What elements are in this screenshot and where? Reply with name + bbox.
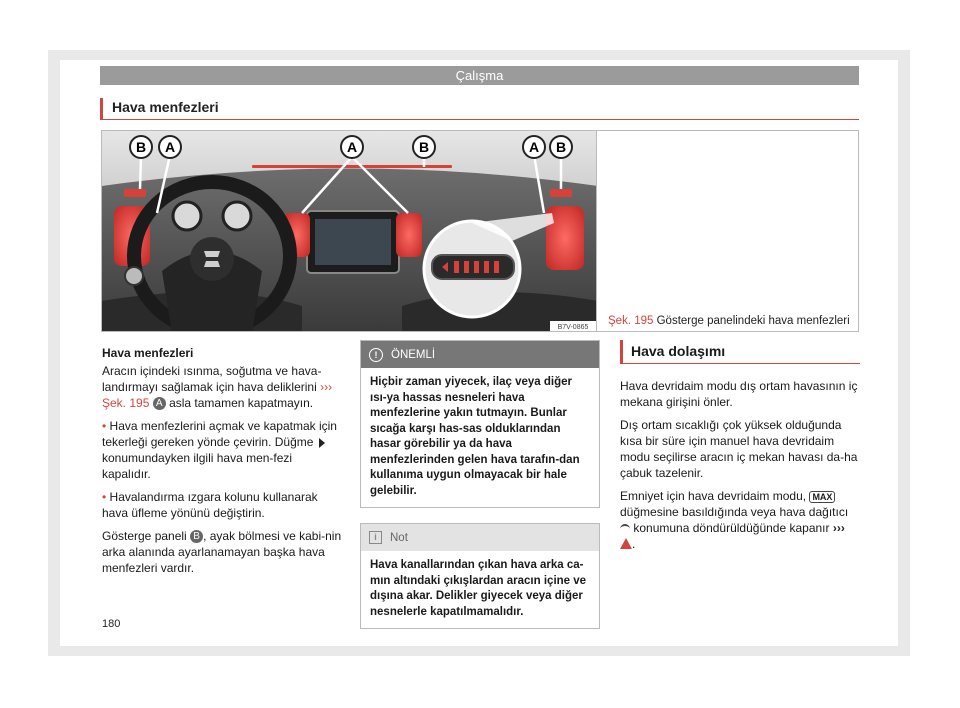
note-title: Not [390, 531, 408, 544]
left-p1-end: asla tamamen kapatmayın. [169, 396, 314, 410]
bullet-icon: • [102, 419, 107, 433]
figure-link[interactable]: ››› Şek. 195 [102, 380, 333, 410]
figure-caption [608, 315, 850, 327]
badge-b: B [190, 530, 203, 543]
left-p2-text: Gösterge paneli [102, 529, 187, 543]
right-paragraph-2: Dış ortam sıcaklığı çok yüksek olduğunda kısa bir süre için manuel hava devridaim modu seçilirse aracın iç mekan havası da-ha çabuk tazelenir. [620, 418, 858, 480]
important-box [360, 340, 600, 508]
figure-code: B7V-0865 [557, 324, 589, 331]
left-bullet-1 [102, 418, 342, 482]
right-p3-mid: düğmesine basıldığında veya hava dağıtıcı [620, 505, 849, 519]
svg-text:A: A [164, 139, 176, 155]
right-p3-end: konumuna döndürüldüğünde kapanır [633, 521, 830, 535]
section-title-text: Hava menfezleri [112, 99, 219, 115]
dashboard-illustration [102, 131, 597, 332]
callout-a-center [341, 136, 363, 158]
note-header [361, 524, 599, 551]
left-b1-text: Hava menfezlerini açmak ve kapatmak için tekerleği gereken yönde çevirin. Düğme [102, 419, 337, 449]
svg-text:B: B [555, 139, 567, 155]
callout-b-right [550, 136, 572, 158]
left-p2-end: , ayak bölmesi ve kabi-nin arka alanında ayarlanamayan başka hava menfezleri vardır. [102, 529, 342, 575]
page-number: 180 [102, 618, 121, 630]
left-p1-text: Aracın içindeki ısınma, soğutma ve hava-landırmayı sağlamak için hava deliklerini [102, 364, 322, 394]
note-text: Hava kanallarından çıkan hava arka ca-mın altındaki çıkışlardan aracın içine ve dışına akar. Delikler giyecek veya diğer nesnelerle kapatılmamalıdır. [370, 559, 587, 618]
windshield-fan-icon [620, 524, 630, 534]
section-title [100, 98, 859, 120]
right-paragraph-1: Hava devridaim modu dış ortam havasının iç mekana girişini önler. [620, 379, 858, 409]
svg-text:B: B [418, 139, 430, 155]
left-column [102, 345, 342, 583]
right-paragraph-3: Emniyet için hava devridaim modu, MAX düğmesine basıldığında veya hava dağıtıcı konumuna döndürüldüğünde kapanır ››› . [620, 489, 849, 551]
left-heading: Hava menfezleri [102, 346, 194, 360]
right-p3-text: Emniyet için hava devridaim modu, [620, 489, 807, 503]
callout-a-left [159, 136, 181, 158]
max-defrost-icon: MAX [809, 491, 835, 503]
warning-triangle-icon [620, 538, 632, 549]
important-title: ÖNEMLİ [391, 348, 436, 361]
dashboard-figure [101, 130, 597, 332]
note-icon: i [369, 531, 382, 544]
important-header [361, 341, 599, 368]
left-b2-text: Havalandırma ızgara kolunu kullanarak hava üfleme yönünü değiştirin. [102, 490, 318, 520]
callout-b-center [413, 136, 435, 158]
figure-caption-text: Gösterge panelindeki hava menfezleri [656, 315, 850, 327]
callout-a-right [523, 136, 545, 158]
note-box [360, 523, 600, 629]
play-arrow-icon [319, 438, 325, 448]
svg-text:A: A [346, 139, 358, 155]
left-bullet-2 [102, 489, 342, 521]
right-column [620, 340, 860, 559]
figure-ref: Şek. 195 [608, 315, 654, 327]
figure-caption-frame [597, 130, 859, 332]
important-text: Hiçbir zaman yiyecek, ilaç veya diğer ısı-ya hassas nesneleri hava menfezlerine yakın tutmayın. Bunlar sıcağa karşı has-sas olduklarından hasar görebilir ya da hava menfezlerinden gelen hava tarafın-dan kullanıma uygun olmayacak bir hale gelebilir. [370, 376, 580, 497]
bullet-icon: • [102, 490, 107, 504]
right-title: Hava dolaşımı [620, 340, 860, 364]
chapter-bar: Çalışma [100, 66, 859, 85]
left-paragraph-1 [102, 363, 342, 411]
svg-text:B: B [135, 139, 147, 155]
callout-b-left [130, 136, 152, 158]
warning-icon: ! [369, 348, 383, 362]
badge-a: A [153, 397, 166, 410]
middle-column [360, 340, 600, 629]
left-b1-end: konumundayken ilgili hava men-fezi kapalıdır. [102, 451, 293, 481]
left-paragraph-2 [102, 528, 342, 576]
svg-text:A: A [528, 139, 540, 155]
warning-link[interactable]: ››› [832, 521, 845, 535]
